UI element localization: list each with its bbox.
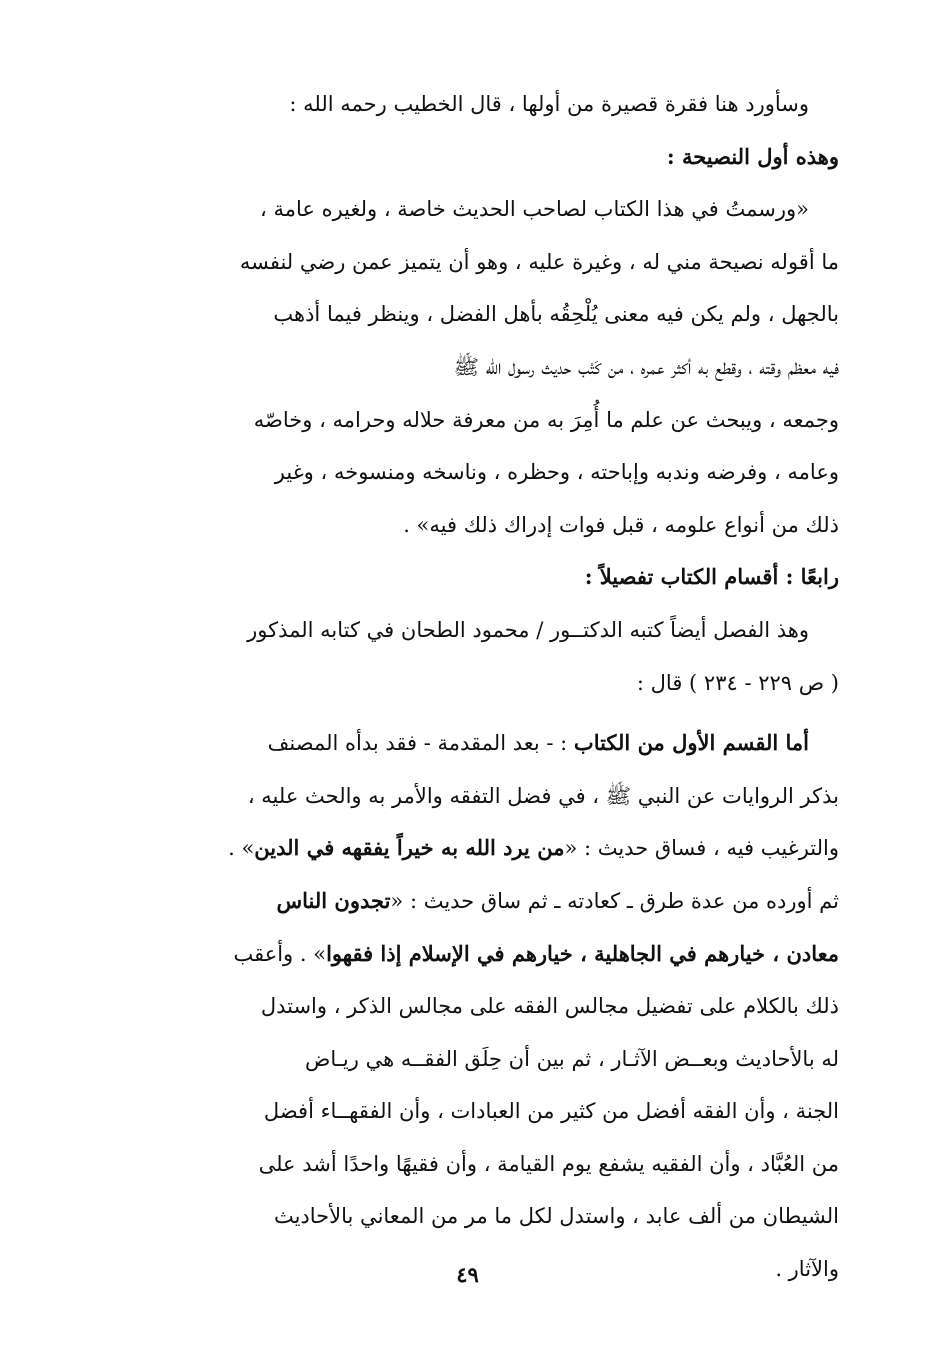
text-span: » . <box>228 836 255 861</box>
text-line <box>96 822 839 875</box>
paragraph-tahhan <box>96 604 839 657</box>
hadith-quote: تجدون الناس <box>276 887 391 913</box>
text-line: وسأورد هنا فقرة قصيرة من أولها ، قال الخطيب رحمه الله : <box>289 92 809 116</box>
text-line: فيه معظم وقته ، وقطع به أكثر عمره ، من كَتْب حديث رسول الله ﷺ <box>453 354 839 379</box>
paragraph-first-section <box>96 717 839 1296</box>
text-line: «ورسمتُ في هذا الكتاب لصاحب الحديث خاصة ، ولغيره عامة ، <box>260 197 809 222</box>
bold-phrase: أما القسم الأول من الكتاب <box>573 730 809 756</box>
text-line: بذكر الروايات عن النبي ﷺ ، في فضل التفقه والأمر به والحث عليه ، <box>247 783 839 808</box>
hadith-quote: معادن ، خيارهم في الجاهلية ، خيارهم في الإسلام إذا فقهوا <box>326 940 839 966</box>
text-line: ( ص ٢٢٩ - ٢٣٤ ) قال : <box>636 670 839 695</box>
page-number: ٤٩ <box>456 1262 479 1287</box>
text-span: » . وأعقب <box>233 941 327 966</box>
text-line: الشيطان من ألف عابد ، واستدل لكل ما مر من المعاني بالأحاديث <box>273 1204 839 1229</box>
text-span: : - بعد المقدمة - فقد بدأه المصنف <box>267 731 574 756</box>
heading-first-advice: وهذه أول النصيحة : <box>666 143 839 169</box>
text-line: وعامه ، وفرضه وندبه وإباحته ، وحظره ، وناسخه ومنسوخه ، وغير <box>274 460 839 485</box>
text-line: ذلك بالكلام على تفضيل مجالس الفقه على مجالس الذكر ، واستدل <box>260 994 839 1019</box>
heading-book-sections: رابعًا : أقسام الكتاب تفصيلاً : <box>584 564 839 590</box>
hadith-quote: من يرد الله به خيراً يفقهه في الدين <box>254 835 565 861</box>
text-line <box>96 875 839 928</box>
text-span: والترغيب فيه ، فساق حديث : « <box>564 836 839 861</box>
text-span: ثم أورده من عدة طرق ـ كعادته ـ ثم ساق حديث : « <box>390 888 839 913</box>
quote-paragraph-cont <box>96 236 839 552</box>
text-line: ذلك من أنواع علومه ، قبل فوات إدراك ذلك فيه» . <box>403 512 839 537</box>
text-line: وجمعه ، ويبحث عن علم ما أُمِرَ به من معرفة حلاله وحرامه ، وخاصّه <box>253 407 839 432</box>
paragraph-tahhan-cont <box>96 657 839 710</box>
text-line: الجنة ، وأن الفقه أفضل من كثير من العبادات ، وأن الفقهــاء أفضل <box>263 1099 839 1124</box>
text-line: له بالأحاديث وبعــض الآثـار ، ثم بين أن حِلَق الفقــه هي ريـاض <box>304 1046 839 1071</box>
text-line: والآثار . <box>775 1257 839 1282</box>
text-line <box>96 717 839 770</box>
text-line: وهذ الفصل أيضاً كتبه الدكتــور / محمود الطحان في كتابه المذكور <box>247 617 809 642</box>
text-line: بالجهل ، ولم يكن فيه معنى يُلْحِقُه بأهل الفضل ، وينظر فيما أذهب <box>273 302 839 327</box>
text-line: من العُبَّاد ، وأن الفقيه يشفع يوم القيامة ، وأن فقيهًا واحدًا أشد على <box>258 1151 839 1176</box>
text-line <box>96 928 839 981</box>
quote-paragraph <box>96 183 839 236</box>
text-line: ما أقوله نصيحة مني له ، وغيرة عليه ، وهو أن يتميز عمن رضي لنفسه <box>239 249 839 274</box>
intro-paragraph <box>96 78 839 131</box>
page-body <box>96 78 839 1296</box>
